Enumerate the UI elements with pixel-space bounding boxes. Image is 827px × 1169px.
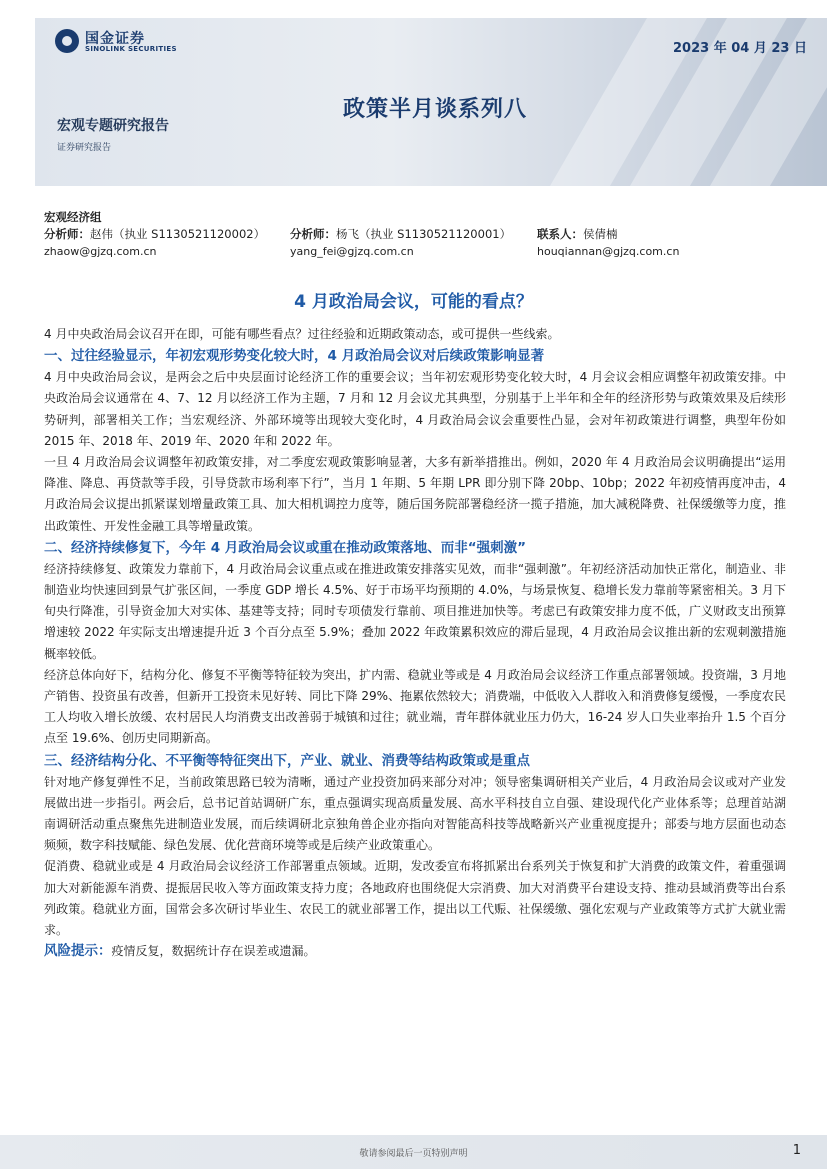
section-2-paragraph-1: 经济持续修复、政策发力靠前下，4 月政治局会议重点或在推进政策安排落实见效，而非“强刺激”。年初经济活动加快正常化，制造业、非制造业均快速回到景气扩张区间，一季度 GDP 增长 4.5%、好于市场平均预期的 4.0%，与场景恢复、稳增长发力靠前等紧密相关。3 月下旬央行降准，引导资金加大对实体、基建等支持；同时专项债发行靠前、项目推进加快等。考虑已有政策安排力度不低，广义财政支出预算增速较 2022 年实际支出增速提升近 3 个百分点至 5.9%；叠加 2022 年政策累积效应的滞后显现，4 月政治局会议推出新的宏观刺激措施概率较低。 (44, 561, 786, 661)
logo-text-cn: 国金证券 (85, 31, 145, 47)
contact-label: 联系人： (537, 227, 583, 241)
report-type: 宏观专题研究报告 (57, 118, 169, 134)
contact-name: 侯倩楠 (583, 227, 618, 241)
section-1-paragraph-1: 4 月中央政治局会议，是两会之后中央层面讨论经济工作的重要会议；当年初宏观形势变化较大时，4 月会议会相应调整年初政策安排。中央政治局会议通常在 4、7、12 月以经济工作为主题，7 月和 12 月会议尤其典型，分别基于上半年和全年的经济形势与政策效果及后续形势研判，部署相关工作；当宏观经济、外部环境等出现较大变化时，4 月政治局会议会重要性凸显，会对年初政策进行调整，典型年份如 2015 年、2018 年、2019 年、2020 年和 2022 年。 (44, 370, 786, 448)
analyst-names-row (44, 226, 784, 243)
risk-text: 疫情反复，数据统计存在误差或遗漏。 (111, 944, 316, 959)
analyst-group-name: 宏观经济组 (44, 210, 102, 224)
risk-warning (44, 941, 786, 962)
risk-label: 风险提示： (44, 943, 112, 960)
report-body (44, 324, 786, 962)
logo-text-en: SINOLINK SECURITIES (85, 45, 177, 53)
logo-mark-icon (55, 29, 79, 53)
analyst-1-label: 分析师： (44, 227, 90, 241)
series-title: 政策半月谈系列八 (343, 97, 528, 122)
section-3-heading: 三、经济结构分化、不平衡等特征突出下，产业、就业、消费等结构政策或是重点 (44, 752, 530, 769)
report-subtype: 证券研究报告 (57, 143, 112, 153)
section-2-paragraph-2: 经济总体向好下，结构分化、修复不平衡等特征较为突出，扩内需、稳就业等或是 4 月政治局会议经济工作重点部署领域。投资端，3 月地产销售、投资虽有改善，但新开工投资未见好转、同比下降 29%、拖累依然较大；消费端，中低收入人群收入和消费修复缓慢，一季度农民工人均收入增长放缓、农村居民人均消费支出改善弱于城镇和过往；就业端，青年群体就业压力仍大，16-24 岁人口失业率抬升 1.5 个百分点至 19.6%、创历史同期新高。 (44, 667, 786, 746)
main-title: 4 月政治局会议，可能的看点？ (294, 292, 533, 312)
intro-paragraph: 4 月中央政治局会议召开在即，可能有哪些看点？过往经验和近期政策动态，或可提供一些线索。 (44, 327, 560, 341)
analyst-2-email[interactable]: yang_fei@gjzq.com.cn (290, 245, 414, 258)
report-date: 2023 年 04 月 23 日 (673, 41, 807, 56)
section-3-paragraph-1: 针对地产修复弹性不足，当前政策思路已较为清晰，通过产业投资加码来部分对冲；领导密集调研相关产业后，4 月政治局会议或对产业发展做出进一步指引。两会后，总书记首站调研广东，重点强调实现高质量发展、高水平科技自立自强、建设现代化产业体系等；总理首站湖南调研活动重点聚焦先进制造业发展，而后续调研北京独角兽企业亦指向对智能高科技等战略新兴产业重视度提升；部委与地方层面也动态频频，数字科技赋能、绿色发展、优化营商环境等或是后续产业政策重心。 (44, 774, 786, 853)
section-1-heading: 一、过往经验显示，年初宏观形势变化较大时，4 月政治局会议对后续政策影响显著 (44, 348, 545, 365)
section-2-heading: 二、经济持续修复下，今年 4 月政治局会议或重在推动政策落地、而非“强刺激” (44, 539, 527, 556)
company-logo (55, 27, 185, 57)
section-1-paragraph-2: 一旦 4 月政治局会议调整年初政策安排，对二季度宏观政策影响显著，大多有新举措推出。例如，2020 年 4 月政治局会议明确提出“运用降准、降息、再贷款等手段，引导贷款市场利率下行”，当月 1 年期、5 年期 LPR 即分别下降 20bp、10bp；2022 年初疫情再度冲击，4 月政治局会议提出抓紧谋划增量政策工具、加大相机调控力度等，随后国务院部署稳经济一揽子措施，加大减税降费、社保缓缴等力度，推出政策性、开发性金融工具等增量政策。 (44, 455, 786, 533)
page-footer (0, 1135, 827, 1169)
footer-disclaimer-note: 敬请参阅最后一页特别声明 (359, 1149, 468, 1159)
analyst-block (44, 209, 784, 260)
contact-email[interactable]: houqiannan@gjzq.com.cn (537, 245, 680, 258)
analyst-2-name: 杨飞（执业 S1130521120001） (336, 227, 512, 241)
analyst-emails-row (44, 243, 784, 260)
analyst-1-name: 赵伟（执业 S1130521120002） (90, 227, 266, 241)
section-3-paragraph-2: 促消费、稳就业或是 4 月政治局会议经济工作部署重点领域。近期，发改委宣布将抓紧出台系列关于恢复和扩大消费的政策文件，着重强调加大对新能源车消费、提振居民收入等方面政策支持力度；各地政府也围绕促大宗消费、加大对消费平台建设支持、推动县域消费等出台系列政策。稳就业方面，国常会多次研讨毕业生、农民工的就业部署工作，提出以工代赈、社保缓缴、强化宏观与产业政策等方式扩大就业需求。 (44, 859, 786, 938)
analyst-2-label: 分析师： (290, 227, 336, 241)
analyst-1-email[interactable]: zhaow@gjzq.com.cn (44, 245, 157, 258)
page-number: 1 (792, 1143, 801, 1158)
